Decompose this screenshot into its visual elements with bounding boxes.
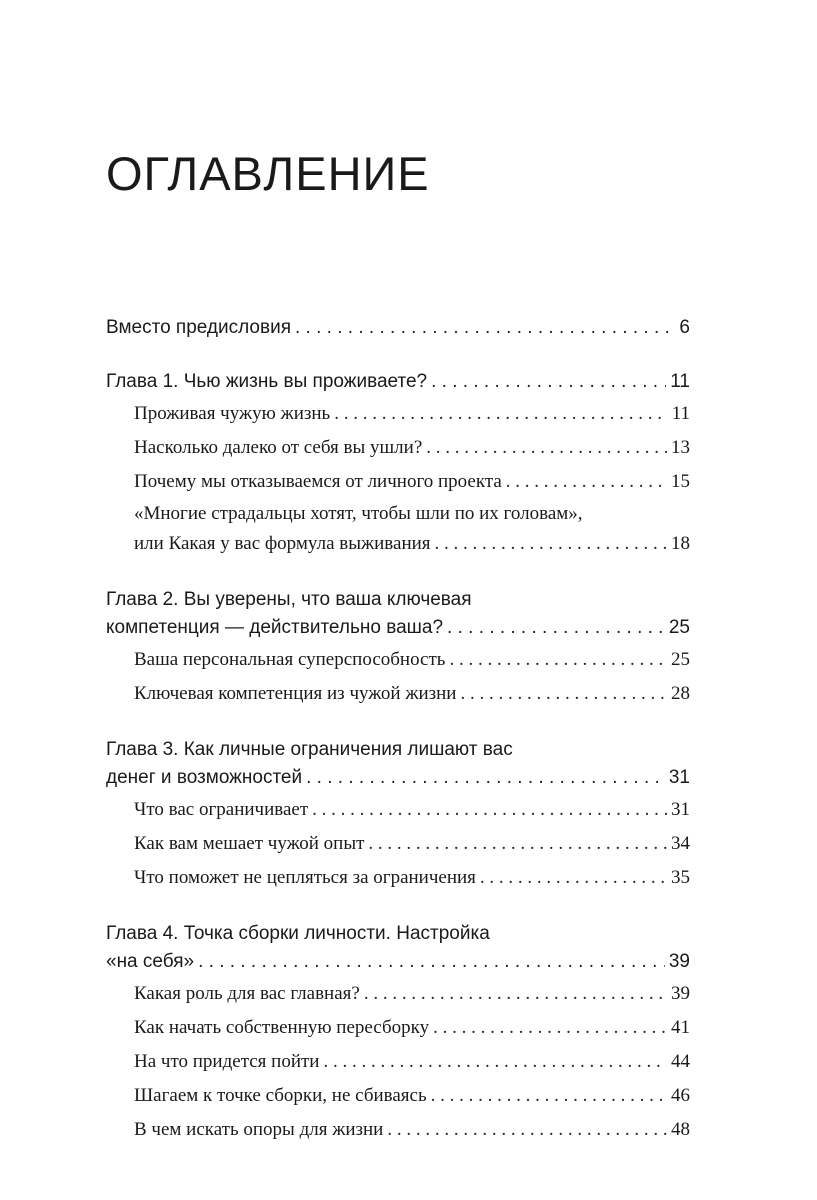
toc-entry-title-line: Глава 2. Вы уверены, что ваша ключевая: [106, 589, 472, 610]
toc-subentry[interactable]: [134, 1114, 690, 1146]
toc-page-number: 46: [671, 1085, 690, 1106]
toc-subentries: [106, 398, 690, 560]
toc-subentry-title: Почему мы отказываемся от личного проекта: [134, 471, 502, 492]
toc-subentry-title: Шагаем к точке сборки, не сбиваясь: [134, 1085, 427, 1106]
toc-subentry[interactable]: [134, 678, 690, 710]
toc-page-number: 34: [671, 833, 690, 854]
toc-subentry-title: Насколько далеко от себя вы ушли?: [134, 437, 423, 458]
toc-subentry-title: Как начать собственную пересборку: [134, 1017, 430, 1038]
toc-subentry-title: Что вас ограничивает: [134, 799, 309, 820]
toc-subentry-title: или Какая у вас формула выживания: [134, 533, 431, 554]
toc-page-number: 31: [668, 767, 690, 788]
toc-entry-title: денег и возможностей: [106, 767, 303, 788]
toc-subentry-title-line: «Многие страдальцы хотят, чтобы шли по их головам»,: [134, 503, 583, 524]
toc-line: [106, 764, 690, 792]
dot-leader: [295, 314, 675, 342]
dot-leader: [334, 398, 668, 430]
toc-chapter-2: [106, 586, 690, 710]
toc-page-number: 18: [671, 533, 690, 554]
toc-chapter-3: [106, 736, 690, 894]
toc-subentry-title: Проживая чужую жизнь: [134, 403, 331, 424]
dot-leader: [431, 1080, 667, 1112]
toc-subentry-title: Что поможет не цепляться за ограничения: [134, 867, 476, 888]
toc-subentry[interactable]: [134, 398, 690, 430]
dot-leader: [306, 764, 665, 792]
toc-page-number: 41: [671, 1017, 690, 1038]
toc-line: [106, 314, 690, 342]
toc-page-number: 35: [671, 867, 690, 888]
dot-leader: [364, 978, 667, 1010]
toc-page-number: 39: [668, 951, 690, 972]
dot-leader: [435, 528, 667, 560]
toc-page-number: 25: [671, 649, 690, 670]
toc-subentry[interactable]: [134, 1080, 690, 1112]
toc-subentry[interactable]: [134, 432, 690, 464]
toc-page-number: 11: [670, 371, 690, 392]
toc-entry-title: Вместо предисловия: [106, 317, 291, 338]
toc-subentries: [106, 794, 690, 894]
dot-leader: [426, 432, 667, 464]
toc-entry-title: компетенция — действительно ваша?: [106, 617, 444, 638]
toc-entry-chapter-1[interactable]: [106, 368, 690, 396]
dot-leader: [368, 828, 667, 860]
toc-page-number: 48: [671, 1119, 690, 1140]
toc-subentry[interactable]: [134, 1012, 690, 1044]
toc-line: [106, 614, 690, 642]
dot-leader: [312, 794, 667, 826]
toc-subentry-title: Как вам мешает чужой опыт: [134, 833, 365, 854]
toc-page-number: 15: [671, 471, 690, 492]
toc-line: [106, 948, 690, 976]
dot-leader: [323, 1046, 667, 1078]
dot-leader: [431, 368, 666, 396]
dot-leader: [506, 466, 667, 498]
toc-subentry[interactable]: [134, 978, 690, 1010]
toc-subentry-title: Ключевая компетенция из чужой жизни: [134, 683, 457, 704]
toc-page-number: 44: [671, 1051, 690, 1072]
toc-entry-chapter-3[interactable]: [106, 736, 690, 792]
toc-subentry-title: Какая роль для вас главная?: [134, 983, 360, 1004]
dot-leader: [449, 644, 667, 676]
toc-entry-chapter-2[interactable]: [106, 586, 690, 642]
toc-subentry[interactable]: [134, 466, 690, 498]
toc-page-number: 31: [671, 799, 690, 820]
toc-chapter-1: [106, 368, 690, 560]
toc-subentry[interactable]: [134, 828, 690, 860]
toc-page-number: 13: [671, 437, 690, 458]
toc-subentry-title: Ваша персональная суперспособность: [134, 649, 446, 670]
toc-line: [134, 528, 690, 560]
toc-subentry[interactable]: [134, 794, 690, 826]
toc-page-number: 39: [671, 983, 690, 1004]
toc-subentry-title: В чем искать опоры для жизни: [134, 1119, 384, 1140]
toc-subentry[interactable]: [134, 644, 690, 676]
toc-entry-title-line: Глава 3. Как личные ограничения лишают вас: [106, 739, 513, 760]
toc-chapter-4: [106, 920, 690, 1146]
toc-page-number: 28: [671, 683, 690, 704]
dot-leader: [198, 948, 665, 976]
dot-leader: [433, 1012, 667, 1044]
toc-entry-title: «на себя»: [106, 951, 195, 972]
toc-subentry-title: На что придется пойти: [134, 1051, 320, 1072]
toc-subentry[interactable]: [134, 862, 690, 894]
toc-subentries: [106, 644, 690, 710]
toc-entry-preface[interactable]: [106, 314, 690, 342]
toc-subentries: [106, 978, 690, 1146]
toc-page-number: 11: [671, 403, 690, 424]
toc-entry-chapter-4[interactable]: [106, 920, 690, 976]
toc-page-number: 6: [679, 317, 690, 338]
dot-leader: [480, 862, 667, 894]
dot-leader: [447, 614, 665, 642]
toc-entry-title: Глава 1. Чью жизнь вы проживаете?: [106, 371, 428, 392]
dot-leader: [387, 1114, 667, 1146]
dot-leader: [460, 678, 667, 710]
toc-entry-title-line: Глава 4. Точка сборки личности. Настройка: [106, 923, 490, 944]
table-of-contents: [106, 314, 690, 1172]
toc-subentry[interactable]: [134, 500, 690, 560]
toc-line: [106, 368, 690, 396]
toc-page-number: 25: [668, 617, 690, 638]
page-title: ОГЛАВЛЕНИЕ: [106, 147, 430, 200]
toc-subentry[interactable]: [134, 1046, 690, 1078]
